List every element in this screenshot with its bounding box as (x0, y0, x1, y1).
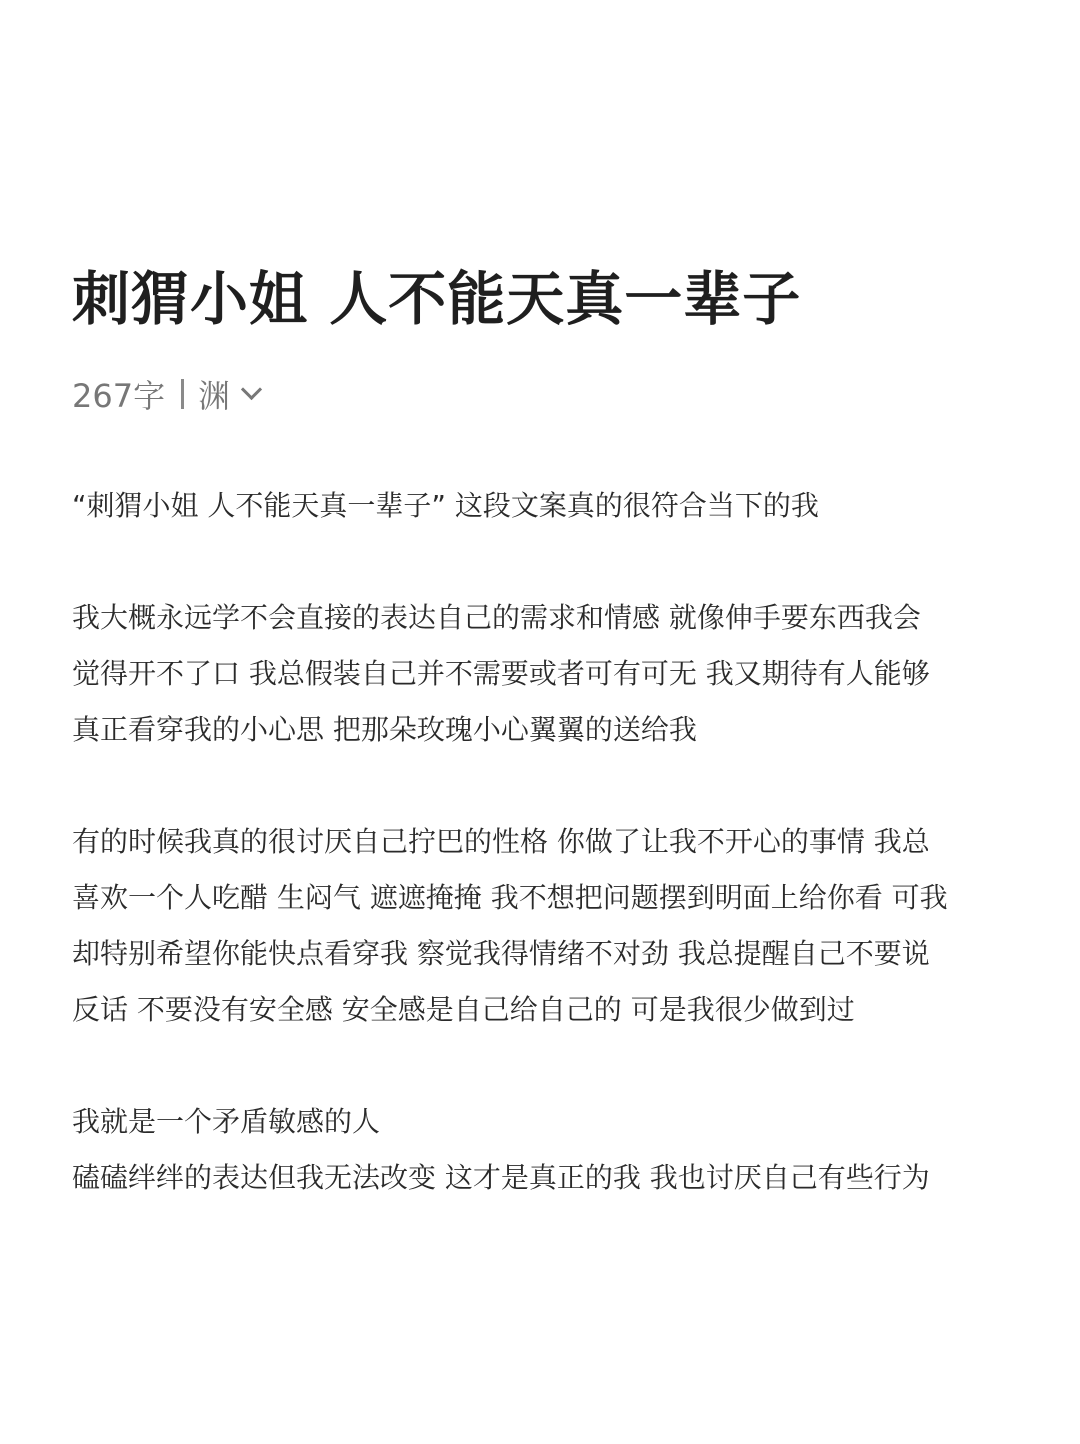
paragraph-line: 我就是一个矛盾敏感的人 (72, 1105, 381, 1138)
author-name[interactable]: 渊 (198, 377, 231, 415)
paragraph-line: 觉得开不了口 我总假装自己并不需要或者可有可无 我又期待有人能够 (72, 657, 930, 690)
paragraph-line: 喜欢一个人吃醋 生闷气 遮遮掩掩 我不想把问题摆到明面上给你看 可我 (72, 881, 948, 914)
paragraph-line: 有的时候我真的很讨厌自己拧巴的性格 你做了让我不开心的事情 我总 (72, 825, 930, 858)
paragraph-line: 我大概永远学不会直接的表达自己的需求和情感 就像伸手要东西我会 (72, 601, 921, 634)
paragraph-2 (72, 590, 1012, 758)
meta-divider (181, 379, 184, 409)
paragraph-line: 反话 不要没有安全感 安全感是自己给自己的 可是我很少做到过 (72, 993, 855, 1026)
article-title: 刺猬小姐 人不能天真一辈子 (72, 265, 802, 333)
paragraph-line: 真正看穿我的小心思 把那朵玫瑰小心翼翼的送给我 (72, 713, 697, 746)
article-meta (72, 370, 259, 418)
word-count: 267字 (72, 377, 166, 415)
chevron-down-icon[interactable] (241, 378, 262, 399)
paragraph-line: 磕磕绊绊的表达但我无法改变 这才是真正的我 我也讨厌自己有些行为 (72, 1161, 930, 1194)
paragraph-line: 却特别希望你能快点看穿我 察觉我得情绪不对劲 我总提醒自己不要说 (72, 937, 930, 970)
paragraph-1 (72, 478, 1012, 534)
paragraph-3 (72, 814, 1012, 1038)
paragraph-4 (72, 1094, 1012, 1206)
paragraph-line: “刺猬小姐 人不能天真一辈子” 这段文案真的很符合当下的我 (72, 489, 819, 522)
